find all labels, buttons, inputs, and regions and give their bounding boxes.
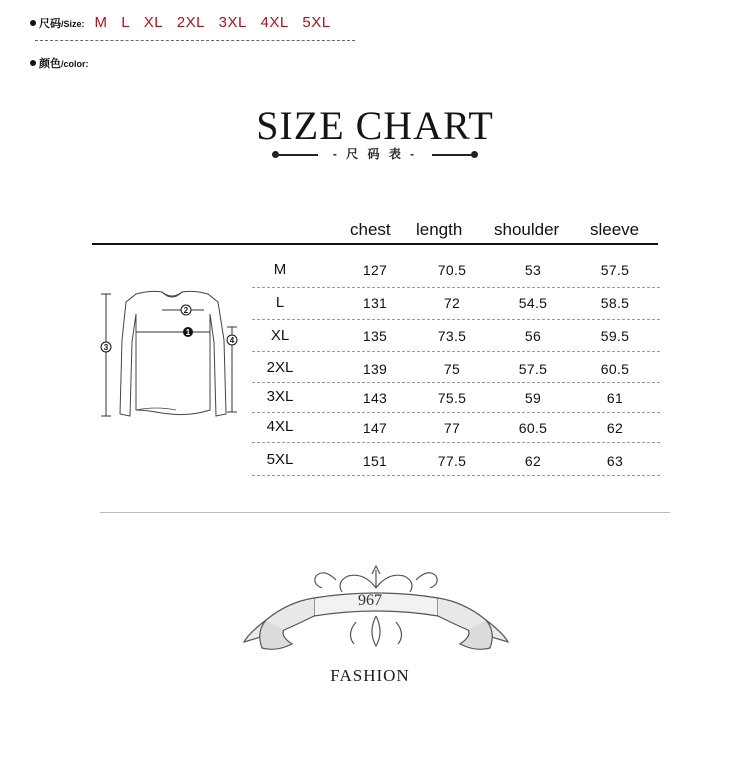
bullet-icon	[30, 60, 36, 66]
size-list	[95, 14, 340, 31]
row-size-label: 5XL	[266, 451, 294, 468]
marker-1	[183, 327, 193, 337]
marker-2	[181, 305, 191, 315]
brand-number: 967	[358, 592, 382, 609]
cell-sleeve: 60.5	[600, 361, 630, 377]
cell-sleeve: 62	[606, 420, 624, 436]
row-size-label: M	[273, 261, 287, 278]
page-title: SIZE CHART	[256, 103, 494, 148]
cell-length: 75	[443, 361, 461, 377]
color-label	[39, 55, 89, 71]
column-header-sleeve: sleeve	[590, 220, 640, 239]
size-option: M	[94, 14, 108, 31]
size-option: XL	[143, 14, 164, 31]
cell-length: 73.5	[437, 328, 467, 344]
cell-shoulder: 53	[524, 262, 542, 278]
cell-sleeve: 61	[606, 390, 624, 406]
size-label-cn: 尺码	[39, 17, 61, 30]
cell-shoulder: 56	[524, 328, 542, 344]
row-size-label: 4XL	[266, 418, 294, 435]
cell-shoulder: 62	[524, 453, 542, 469]
subtitle-ornament	[0, 145, 750, 165]
cell-chest: 143	[362, 390, 388, 406]
brand-name: FASHION	[330, 666, 410, 685]
marker-3	[101, 342, 111, 352]
dashed-divider	[35, 40, 355, 41]
size-option: 3XL	[218, 14, 247, 31]
subtitle-line-left	[278, 154, 318, 156]
color-spec-row	[30, 55, 89, 71]
section-divider	[100, 512, 670, 513]
svg-text:3: 3	[103, 343, 109, 352]
cell-chest: 135	[362, 328, 388, 344]
subtitle-line-right	[432, 154, 472, 156]
svg-text:1: 1	[185, 328, 191, 337]
cell-length: 77	[443, 420, 461, 436]
header-rule	[92, 243, 658, 245]
cell-sleeve: 57.5	[600, 262, 630, 278]
color-label-en: /color:	[61, 59, 89, 69]
cell-length: 72	[443, 295, 461, 311]
subtitle-text: - 尺 码 表 -	[332, 147, 418, 161]
row-size-label: 3XL	[266, 388, 294, 405]
row-size-label: XL	[270, 327, 290, 344]
cell-sleeve: 58.5	[600, 295, 630, 311]
svg-text:2: 2	[183, 306, 189, 315]
cell-chest: 139	[362, 361, 388, 377]
bullet-icon	[30, 20, 36, 26]
size-option: 5XL	[302, 14, 331, 31]
row-size-label: 2XL	[266, 359, 294, 376]
size-option: 2XL	[176, 14, 205, 31]
column-header-shoulder: shoulder	[494, 220, 560, 239]
svg-text:4: 4	[229, 336, 235, 345]
row-divider	[252, 382, 660, 383]
row-divider	[252, 475, 660, 476]
cell-sleeve: 59.5	[600, 328, 630, 344]
cell-chest: 131	[362, 295, 388, 311]
cell-shoulder: 57.5	[518, 361, 548, 377]
color-label-cn: 颜色	[39, 58, 61, 70]
ornament-banner-icon	[236, 562, 516, 672]
cell-chest: 151	[362, 453, 388, 469]
size-option: 4XL	[260, 14, 289, 31]
cell-shoulder: 59	[524, 390, 542, 406]
cell-chest: 147	[362, 420, 388, 436]
row-divider	[252, 351, 660, 352]
cell-length: 70.5	[437, 262, 467, 278]
sweater-diagram	[96, 282, 246, 432]
cell-shoulder: 54.5	[518, 295, 548, 311]
column-header-length: length	[416, 220, 463, 239]
marker-4	[227, 335, 237, 345]
cell-length: 77.5	[437, 453, 467, 469]
column-header-chest: chest	[350, 220, 391, 239]
cell-shoulder: 60.5	[518, 420, 548, 436]
size-spec-row	[30, 14, 340, 31]
cell-length: 75.5	[437, 390, 467, 406]
row-divider	[252, 412, 660, 413]
size-option: L	[121, 14, 131, 31]
dot-icon	[471, 151, 478, 158]
size-label-en: /Size:	[61, 18, 85, 29]
row-size-label: L	[275, 294, 285, 311]
size-label	[39, 15, 85, 31]
row-divider	[252, 287, 660, 288]
cell-chest: 127	[362, 262, 388, 278]
row-divider	[252, 442, 660, 443]
row-divider	[252, 319, 660, 320]
cell-sleeve: 63	[606, 453, 624, 469]
